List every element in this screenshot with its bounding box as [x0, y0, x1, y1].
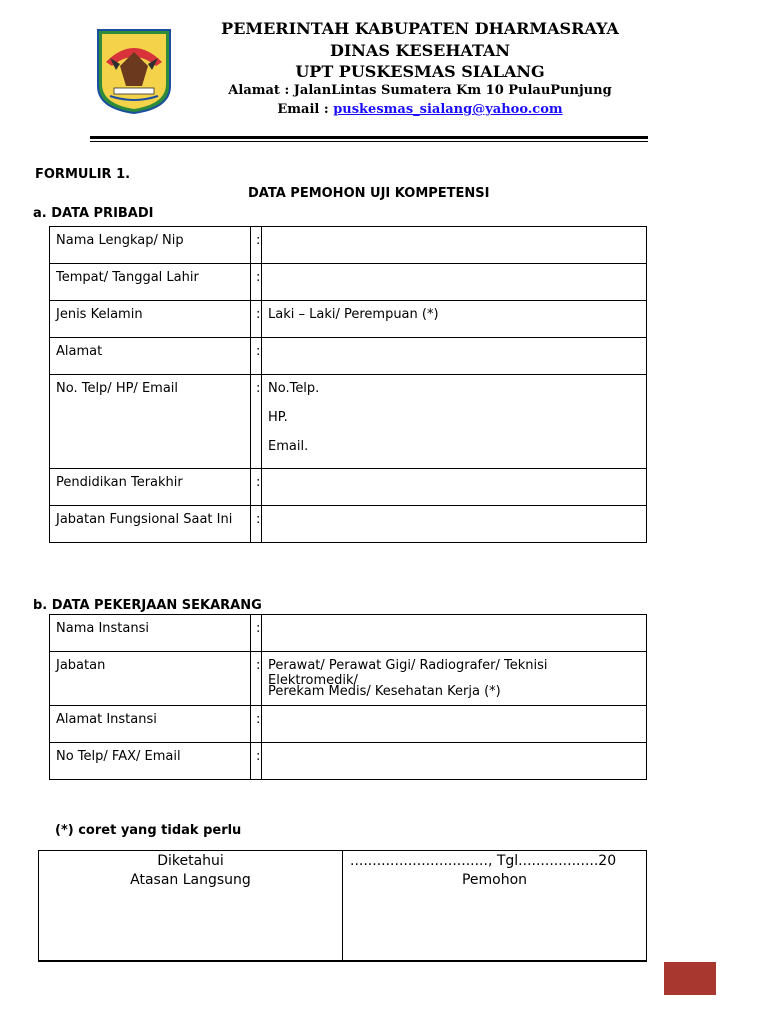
field-label: Jabatan Fungsional Saat Ini	[50, 506, 251, 543]
field-label: Alamat Instansi	[50, 706, 251, 743]
supervisor-label: Atasan Langsung	[130, 872, 251, 888]
position-options-line: Perekam Medis/ Kesehatan Kerja (*)	[268, 684, 501, 699]
form-number: FORMULIR 1.	[35, 167, 131, 182]
table-row	[50, 615, 647, 652]
field-separator: :	[251, 469, 262, 506]
email-label: Email :	[277, 102, 334, 117]
table-row	[50, 652, 647, 706]
section-a-title: a. DATA PRIBADI	[33, 206, 154, 221]
field-value-functional-position[interactable]	[262, 506, 647, 543]
field-value-address[interactable]	[262, 338, 647, 375]
field-label: Jabatan	[50, 652, 251, 706]
form-title: DATA PEMOHON UJI KOMPETENSI	[248, 186, 490, 201]
field-separator: :	[251, 706, 262, 743]
contact-email-line: Email.	[268, 439, 309, 454]
strike-note: (*) coret yang tidak perlu	[55, 823, 242, 838]
field-separator: :	[251, 743, 262, 780]
field-value-gender[interactable]: Laki – Laki/ Perempuan (*)	[262, 301, 647, 338]
table-row	[50, 375, 647, 469]
table-row	[50, 706, 647, 743]
field-value-institution-contact[interactable]	[262, 743, 647, 780]
table-row	[50, 506, 647, 543]
header-address: Alamat : JalanLintas Sumatera Km 10 PulauPunjung	[228, 83, 612, 98]
field-value-birth[interactable]	[262, 264, 647, 301]
header-divider-thin	[90, 141, 648, 142]
header-unit-name: UPT PUSKESMAS SIALANG	[295, 62, 545, 81]
field-value-contact[interactable]	[262, 375, 647, 469]
field-separator: :	[251, 301, 262, 338]
employment-data-table	[49, 614, 647, 780]
applicant-label: Pemohon	[461, 872, 528, 888]
table-row	[50, 227, 647, 264]
field-separator: :	[251, 652, 262, 706]
field-value-education[interactable]	[262, 469, 647, 506]
personal-data-table	[49, 226, 647, 543]
table-row	[50, 338, 647, 375]
section-b-title: b. DATA PEKERJAAN SEKARANG	[33, 598, 262, 613]
field-separator: :	[251, 375, 262, 469]
supervisor-signature-area[interactable]	[39, 851, 343, 960]
field-label: Nama Instansi	[50, 615, 251, 652]
field-value-name[interactable]	[262, 227, 647, 264]
table-row	[50, 743, 647, 780]
field-separator: :	[251, 506, 262, 543]
table-row	[50, 301, 647, 338]
field-label: No. Telp/ HP/ Email	[50, 375, 251, 469]
signature-box	[38, 850, 647, 962]
field-label: No Telp/ FAX/ Email	[50, 743, 251, 780]
header-divider-thick	[90, 136, 648, 139]
field-label: Jenis Kelamin	[50, 301, 251, 338]
acknowledged-label: Diketahui	[157, 853, 224, 869]
field-label: Tempat/ Tanggal Lahir	[50, 264, 251, 301]
field-label: Nama Lengkap/ Nip	[50, 227, 251, 264]
field-value-position[interactable]	[262, 652, 647, 706]
applicant-signature-area[interactable]	[343, 851, 646, 961]
footer-accent-block	[664, 962, 716, 995]
field-label: Pendidikan Terakhir	[50, 469, 251, 506]
field-value-institution[interactable]	[262, 615, 647, 652]
contact-hp-line: HP.	[268, 410, 288, 425]
contact-phone-line: No.Telp.	[268, 381, 320, 396]
header-department-name: DINAS KESEHATAN	[329, 41, 511, 60]
field-separator: :	[251, 615, 262, 652]
position-options-line: Perawat/ Perawat Gigi/ Radiografer/ Teknisi Elektromedik/	[268, 658, 548, 688]
field-label: Alamat	[50, 338, 251, 375]
field-separator: :	[251, 338, 262, 375]
header-email-line	[160, 102, 680, 117]
table-row	[50, 469, 647, 506]
field-separator: :	[251, 264, 262, 301]
table-row	[50, 264, 647, 301]
field-separator: :	[251, 227, 262, 264]
header-government-name: PEMERINTAH KABUPATEN DHARMASRAYA	[221, 19, 619, 38]
email-link[interactable]: puskesmas_sialang@yahoo.com	[333, 102, 563, 117]
place-date-line: ..............................., Tgl..................20	[350, 853, 617, 869]
field-value-institution-address[interactable]	[262, 706, 647, 743]
